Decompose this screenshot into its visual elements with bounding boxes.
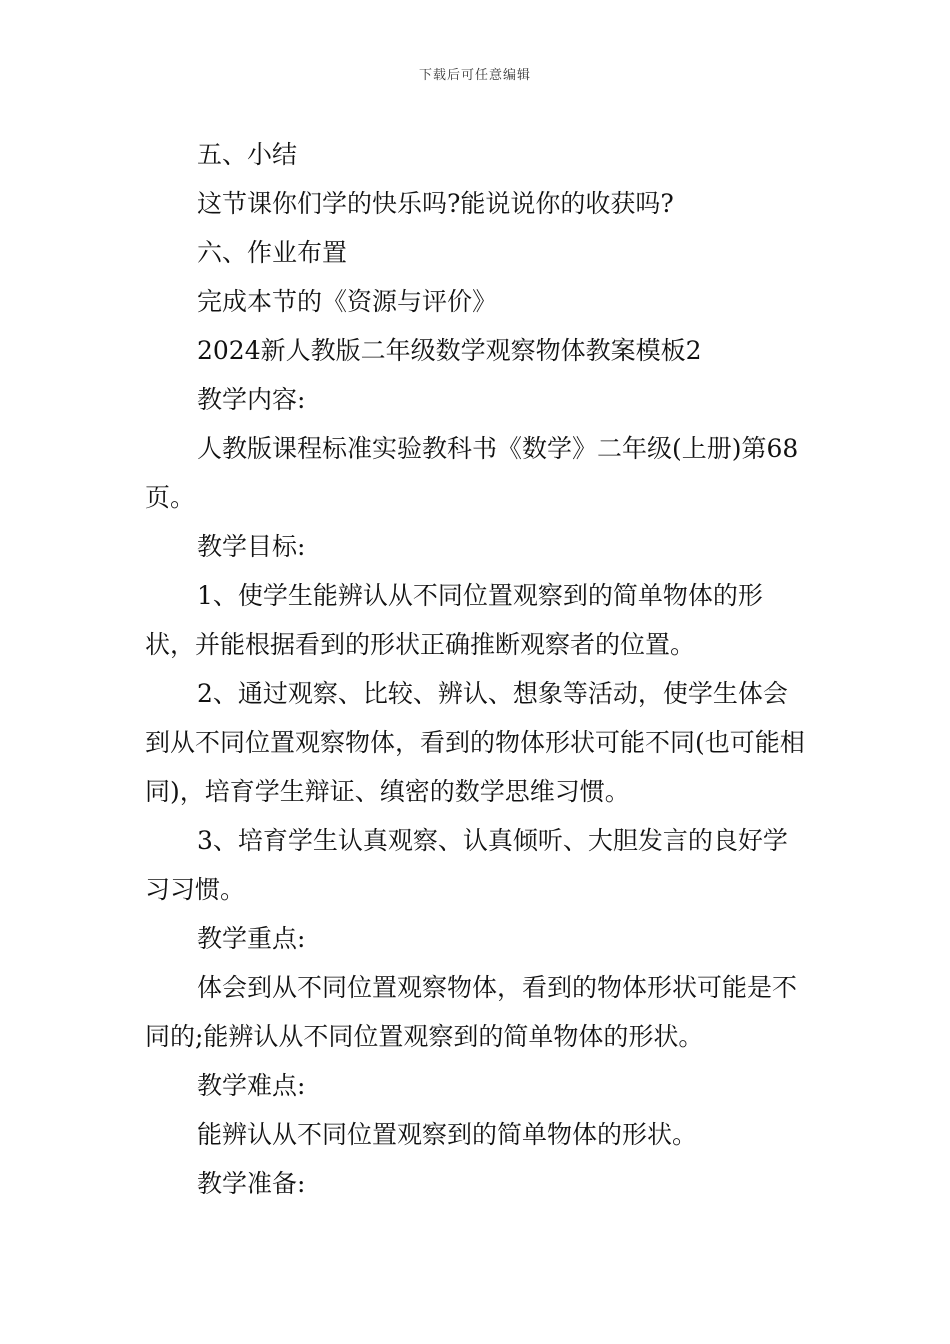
paragraph-teaching-content: 人教版课程标准实验教科书《数学》二年级(上册)第68页。 bbox=[145, 434, 799, 512]
heading-preparation: 教学准备: bbox=[197, 1169, 306, 1198]
heading-teaching-goals: 教学目标: bbox=[197, 532, 306, 561]
heading-key-points: 教学重点: bbox=[197, 924, 306, 953]
lesson-plan-title: 2024新人教版二年级数学观察物体教案模板2 bbox=[197, 336, 702, 365]
document-body bbox=[145, 130, 810, 1208]
paragraph-difficulties: 能辨认从不同位置观察到的简单物体的形状。 bbox=[197, 1120, 698, 1149]
goal-item-3: 3、培育学生认真观察、认真倾听、大胆发言的良好学习习惯。 bbox=[145, 826, 788, 904]
section-heading-summary: 五、小结 bbox=[197, 140, 298, 169]
page-header: 下载后可任意编辑 bbox=[418, 68, 531, 83]
goal-item-2: 2、通过观察、比较、辨认、想象等活动，使学生体会到从不同位置观察物体，看到的物体形状可能不同(也可能相同)，培育学生辩证、缜密的数学思维习惯。 bbox=[145, 679, 805, 806]
section-heading-homework: 六、作业布置 bbox=[197, 238, 348, 267]
heading-teaching-content: 教学内容: bbox=[197, 385, 306, 414]
goal-item-1: 1、使学生能辨认从不同位置观察到的简单物体的形状，并能根据看到的形状正确推断观察者的位置。 bbox=[145, 581, 763, 659]
heading-difficulties: 教学难点: bbox=[197, 1071, 306, 1100]
paragraph-summary-question: 这节课你们学的快乐吗?能说说你的收获吗? bbox=[197, 189, 674, 218]
paragraph-key-points: 体会到从不同位置观察物体，看到的物体形状可能是不同的;能辨认从不同位置观察到的简单物体的形状。 bbox=[145, 973, 798, 1051]
paragraph-homework: 完成本节的《资源与评价》 bbox=[197, 287, 498, 316]
